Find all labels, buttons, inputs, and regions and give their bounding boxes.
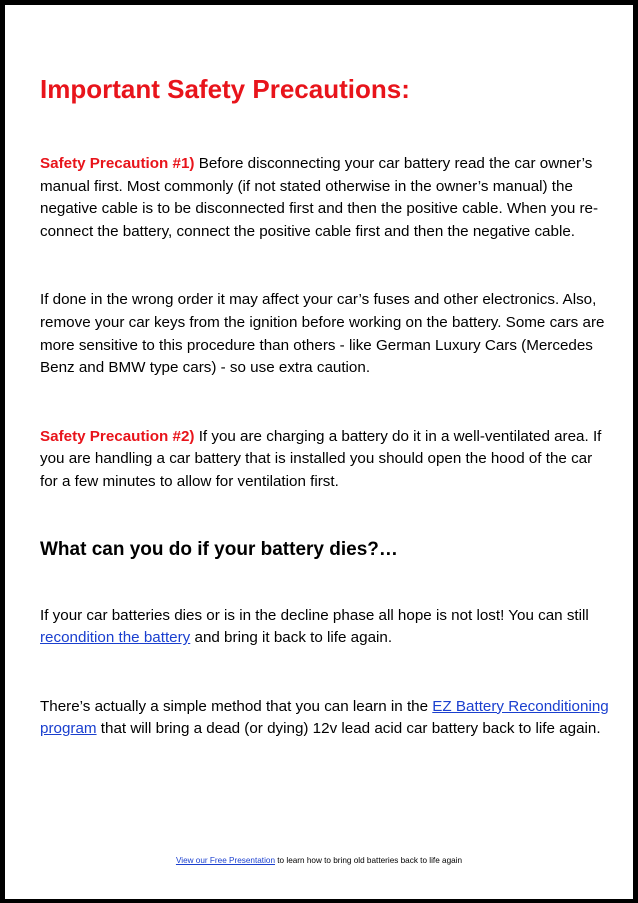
section-subheading: What can you do if your battery dies?… xyxy=(40,538,398,560)
precaution-2-text: If you are charging a battery do it in a well-ventilated area. If you are handling a car battery that is installed you should open the hood of the car for a few minutes to allow for ventilation first. xyxy=(40,427,602,490)
precaution-1-label: Safety Precaution #1) xyxy=(40,155,195,172)
precaution-1-text: Before disconnecting your car battery read the car owner’s manual first. Most commonly (if not stated otherwise in the owner’s manual) the negative cable is to be disconnected first and then the positive cable. When you re-connect the battery, connect the positive cable first and then the negative cable. xyxy=(40,155,599,240)
method-text-end: that will bring a dead (or dying) 12v lead acid car battery back to life again. xyxy=(96,720,601,738)
battery-dies-text-start: If your car batteries dies or is in the decline phase all hope is not lost! You can still xyxy=(40,606,589,624)
method-paragraph xyxy=(40,696,610,741)
footer-text: to learn how to bring old batteries back to life again xyxy=(275,856,463,865)
page-footer xyxy=(0,855,638,867)
page-title: Important Safety Precautions: xyxy=(40,74,410,104)
free-presentation-link[interactable]: View our Free Presentation xyxy=(175,856,275,865)
wrong-order-paragraph: If done in the wrong order it may affect your car’s fuses and other electronics. Also, remove your car keys from the ignition before working on the battery. Some cars are more sensitive to this procedure than others - like German Luxury Cars (Mercedes Benz and BMW type cars) - so use extra caution. xyxy=(40,291,605,377)
precaution-2-label: Safety Precaution #2) xyxy=(40,427,195,445)
recondition-battery-link[interactable]: recondition the battery xyxy=(40,629,191,647)
precaution-2-paragraph xyxy=(40,426,610,494)
battery-dies-text-end: and bring it back to life again. xyxy=(190,629,393,647)
method-text-start: There’s actually a simple method that you can learn in the xyxy=(40,697,433,715)
battery-dies-paragraph xyxy=(40,605,610,650)
ez-battery-program-link[interactable]: EZ Battery Reconditioning program xyxy=(40,697,609,738)
precaution-1-paragraph xyxy=(40,153,610,243)
document-body xyxy=(40,74,610,741)
